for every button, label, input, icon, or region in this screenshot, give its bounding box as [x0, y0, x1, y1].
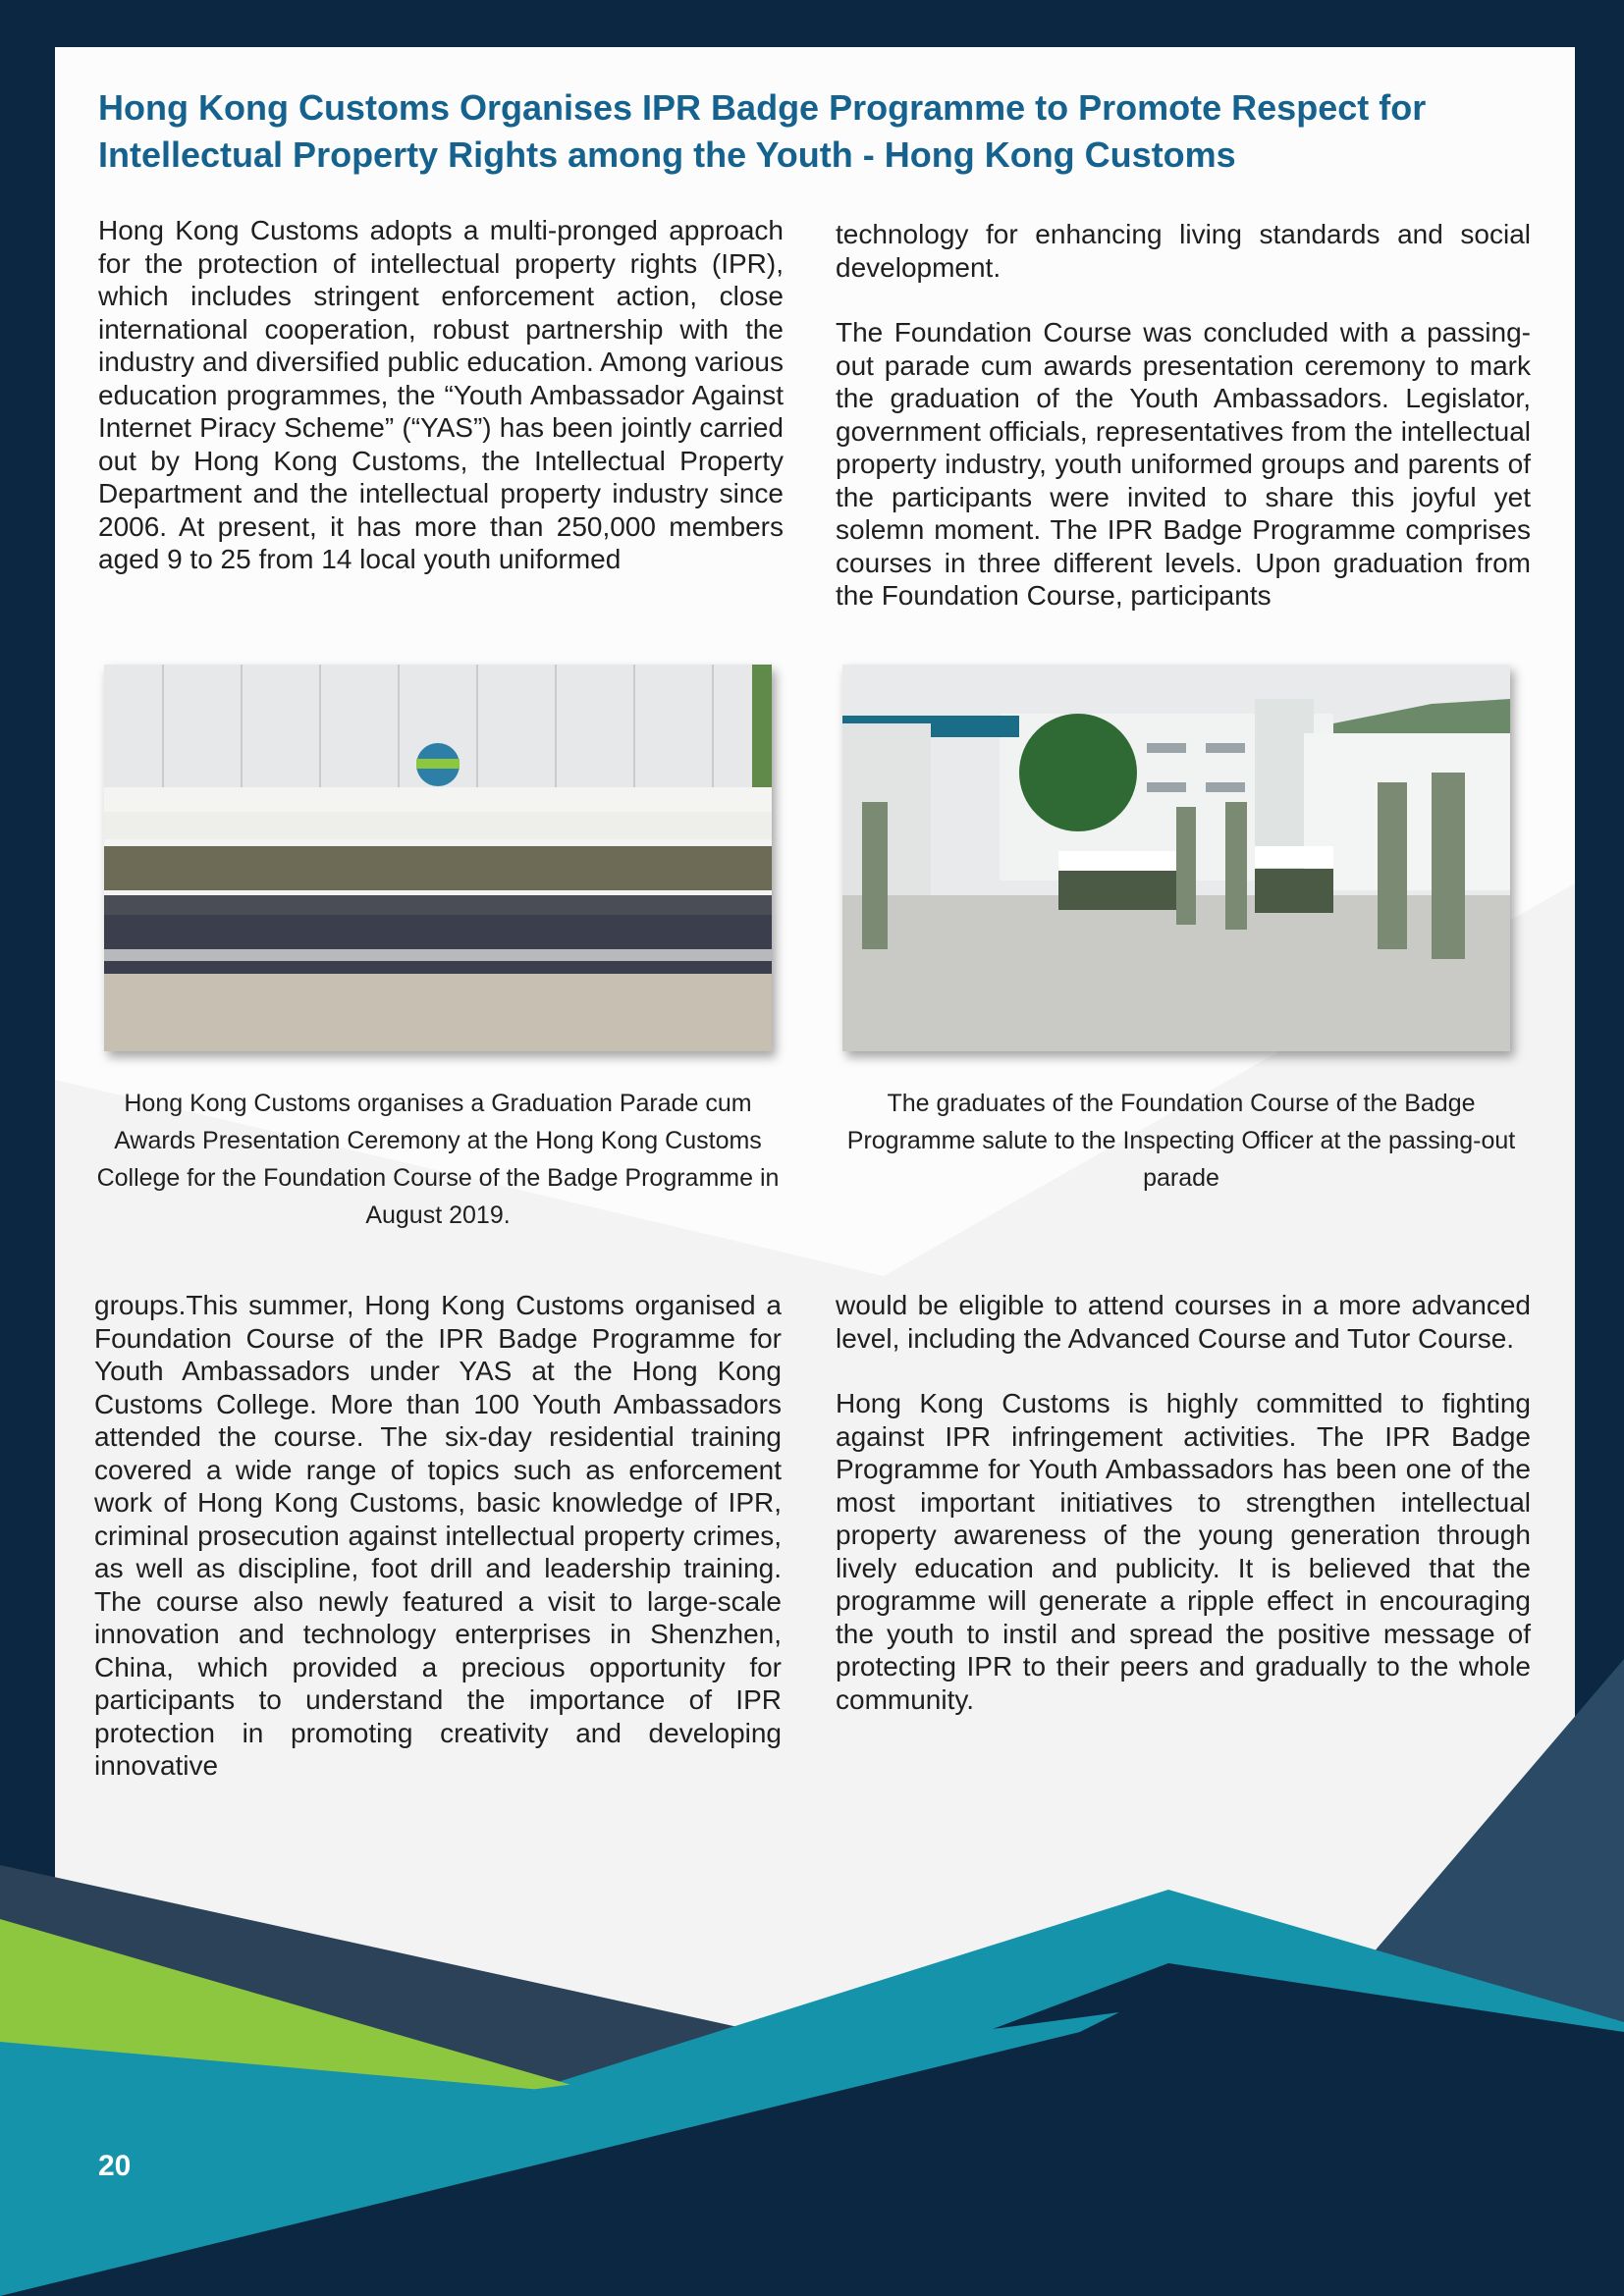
graduation-group-photo — [104, 665, 772, 1051]
column-bottom-right — [836, 1289, 1531, 1716]
parade-photo — [842, 665, 1510, 1051]
body-paragraph: groups.This summer, Hong Kong Customs organised a Foundation Course of the IPR Badge Programme for Youth Ambassadors under YAS at the Hong Kong Customs College. More than 100 Youth Ambassadors attended the course. The six-day residential training covered a wide range of topics such as enforcement work of Hong Kong Customs, basic knowledge of IPR, criminal prosecution against intellectual property crimes, as well as discipline, foot drill and leadership training. The course also newly featured a visit to large-scale innovation and technology enterprises in Shenzhen, China, which provided a precious opportunity for participants to understand the importance of IPR protection in promoting creativity and developing innovative — [94, 1290, 782, 1781]
body-paragraph: would be eligible to attend courses in a more advanced level, including the Advanced Course and Tutor Course. — [836, 1290, 1531, 1354]
body-paragraph: technology for enhancing living standards and social development. — [836, 219, 1531, 283]
photo-caption-left: Hong Kong Customs organises a Graduation Parade cum Awards Presentation Ceremony at the Hong Kong Customs College for the Foundation Course of the Badge Programme in August 2019. — [96, 1090, 780, 1229]
photo-caption-right: The graduates of the Foundation Course of the Badge Programme salute to the Inspecting Officer at the passing-out parade — [846, 1090, 1516, 1192]
column-bottom-left — [94, 1289, 782, 1783]
body-paragraph: Hong Kong Customs adopts a multi-pronged approach for the protection of intellectual property rights (IPR), which includes stringent enforcement action, close international cooperation, robust partnership with the industry and diversified public education. Among various education programmes, the “Youth Ambassador Against Internet Piracy Scheme” (“YAS”) has been jointly carried out by Hong Kong Customs, the Intellectual Property Department and the intellectual property industry since 2006. At present, it has more than 250,000 members aged 9 to 25 from 14 local youth uniformed — [98, 215, 784, 574]
article-title: Hong Kong Customs Organises IPR Badge Programme to Promote Respect for Intellectual Property Rights among the Youth - Hong Kong Customs — [98, 87, 1427, 175]
column-top-right — [836, 218, 1531, 613]
column-top-left — [98, 214, 784, 576]
page-number: 20 — [98, 2150, 132, 2182]
body-paragraph: The Foundation Course was concluded with a passing-out parade cum awards presentation ceremony to mark the graduation of the Youth Ambassadors. Legislator, government officials, representatives from the intellectual property industry, youth uniformed groups and parents of the participants were invited to share this joyful yet solemn moment. The IPR Badge Programme comprises courses in three different levels. Upon graduation from the Foundation Course, participants — [836, 317, 1531, 611]
body-paragraph: Hong Kong Customs is highly committed to fighting against IPR infringement activities. The IPR Badge Programme for Youth Ambassadors has been one of the most important initiatives to strengthen intellectual property awareness of the young generation through lively education and publicity. It is believed that the programme will generate a ripple effect in encouraging the youth to instil and spread the positive message of protecting IPR to their peers and gradually to the whole community. — [836, 1388, 1531, 1715]
